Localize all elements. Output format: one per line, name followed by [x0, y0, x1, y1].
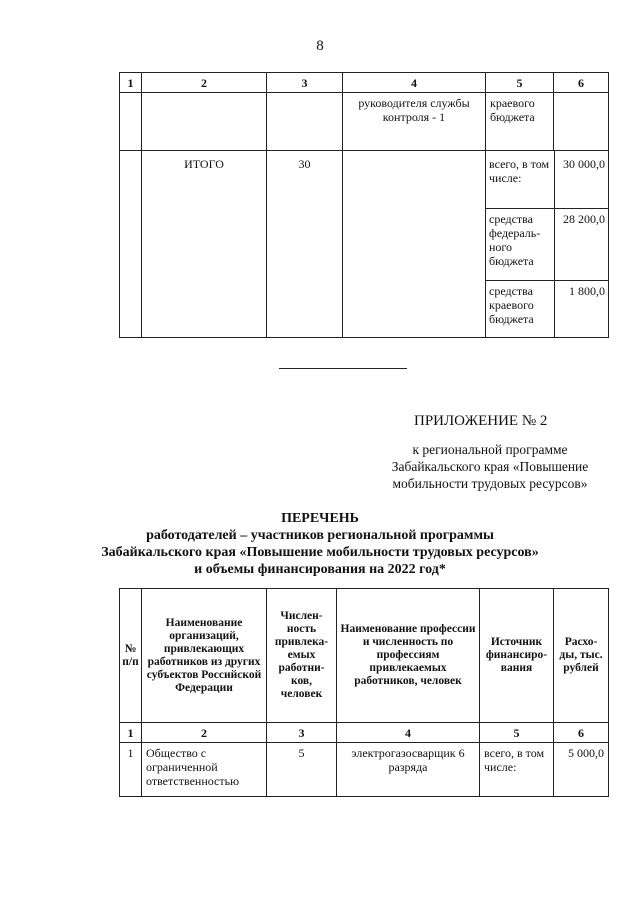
table2-column-numbers — [120, 723, 609, 743]
appendix-text — [340, 441, 640, 492]
list-heading-title: ПЕРЕЧЕНЬ — [281, 511, 359, 526]
breakdown-amount: 1 800,0 — [569, 283, 605, 298]
header-source: Источник финансиро-вания — [480, 589, 554, 723]
col-number: 4 — [337, 723, 480, 743]
header-profession: Наименование профессии и численность по профессиям привлекаемых работников, человек — [337, 589, 480, 723]
col-number: 1 — [120, 723, 142, 743]
col-number: 5 — [486, 73, 554, 93]
appendix-title: ПРИЛОЖЕНИЕ № 2 — [414, 413, 548, 429]
col-number: 2 — [142, 723, 267, 743]
row-organization: Общество с ограниченной ответственностью — [142, 743, 267, 797]
appendix-line: мобильности трудовых ресурсов» — [392, 476, 588, 491]
breakdown-source: средства краевого бюджета — [486, 280, 555, 337]
row-count: 5 — [267, 743, 337, 797]
list-heading-line: и объемы финансирования на 2022 год* — [194, 562, 446, 577]
table-row — [120, 743, 609, 797]
total-breakdown — [486, 151, 608, 337]
col-number: 6 — [554, 73, 609, 93]
cell-position: руководителя службы контроля - 1 — [343, 93, 486, 151]
table-row — [120, 93, 609, 151]
breakdown-amount: 28 200,0 — [555, 208, 609, 280]
row-number: 1 — [120, 743, 142, 797]
separator-line — [279, 368, 407, 369]
page-number: 8 — [316, 38, 324, 54]
breakdown-amount: 30 000,0 — [555, 151, 609, 208]
total-count: 30 — [267, 151, 343, 338]
cell-source: краевого бюджета — [486, 93, 554, 151]
table-row-total — [120, 151, 609, 338]
employers-table — [119, 588, 609, 797]
col-number: 4 — [343, 73, 486, 93]
list-heading — [0, 510, 640, 578]
col-number: 6 — [554, 723, 609, 743]
col-number: 1 — [120, 73, 142, 93]
breakdown-source: всего, в том числе: — [486, 151, 555, 208]
appendix-line: Забайкальского края «Повышение — [391, 459, 589, 474]
header-expenses: Расхо-ды, тыс. рублей — [554, 589, 609, 723]
row-amount: 5 000,0 — [554, 743, 609, 797]
table1-column-numbers — [120, 73, 609, 93]
appendix-line: к региональной программе — [412, 442, 568, 457]
table-continuation — [119, 72, 609, 338]
header-organization: Наименование организаций, привлекающих работников из других субъектов Российской Федерации — [142, 589, 267, 723]
table2-header-row — [120, 589, 609, 723]
total-label: ИТОГО — [142, 151, 267, 338]
breakdown-source: средства федераль-ного бюджета — [486, 208, 555, 280]
header-count: Числен-ность привлека-емых работни-ков, человек — [267, 589, 337, 723]
row-source: всего, в том числе: — [480, 743, 554, 797]
col-number: 2 — [142, 73, 267, 93]
list-heading-line: работодателей – участников региональной программы — [146, 528, 494, 543]
col-number: 5 — [480, 723, 554, 743]
header-num: № п/п — [120, 589, 142, 723]
col-number: 3 — [267, 73, 343, 93]
list-heading-line: Забайкальского края «Повышение мобильности трудовых ресурсов» — [101, 545, 539, 560]
row-profession: электрогазосварщик 6 разряда — [337, 743, 480, 797]
col-number: 3 — [267, 723, 337, 743]
